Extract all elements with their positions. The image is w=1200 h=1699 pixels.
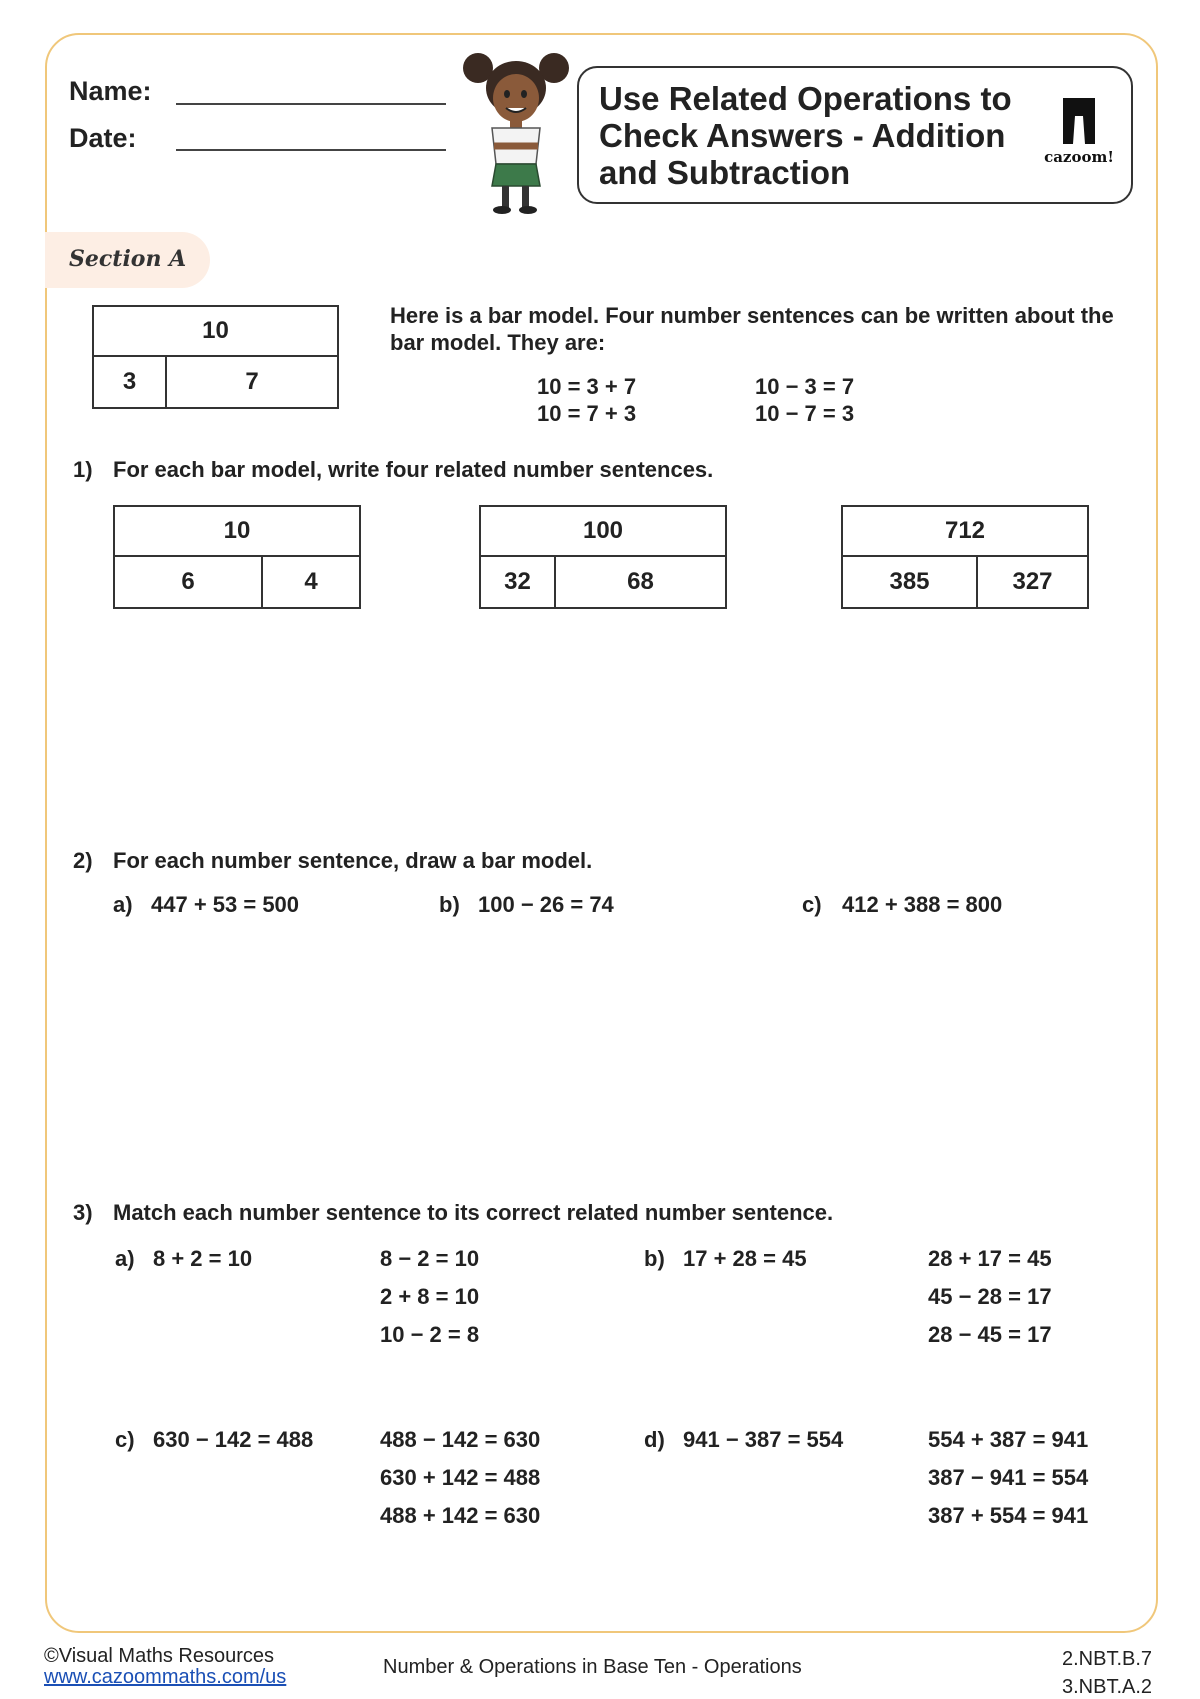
bar-part: 68	[627, 568, 654, 595]
match-option[interactable]: 488 + 142 = 630	[380, 1503, 541, 1528]
number-sentence: 17 + 28 = 45	[683, 1246, 807, 1271]
question-number: 2)	[73, 848, 93, 873]
name-label: Name:	[69, 76, 152, 106]
item-label: a)	[115, 1246, 135, 1271]
bar-total: 10	[115, 507, 359, 557]
bar-part: 7	[245, 368, 259, 395]
example-bar-model	[92, 305, 339, 409]
bar-part: 3	[94, 357, 167, 407]
item-label: b)	[644, 1246, 665, 1271]
question-text: For each number sentence, draw a bar model.	[113, 848, 593, 873]
bar-part: 4	[304, 568, 318, 595]
match-option[interactable]: 28 + 17 = 45	[928, 1246, 1052, 1271]
bar-total: 10	[94, 307, 337, 357]
number-sentence: 412 + 388 = 800	[842, 892, 1003, 917]
match-option[interactable]: 387 − 941 = 554	[928, 1465, 1089, 1490]
item-label: c)	[802, 892, 822, 917]
name-field[interactable]	[176, 103, 446, 105]
question-number: 1)	[73, 457, 93, 482]
bar-total: 712	[843, 507, 1087, 557]
number-sentence: 941 − 387 = 554	[683, 1427, 844, 1452]
match-option[interactable]: 45 − 28 = 17	[928, 1284, 1052, 1309]
number-sentence: 8 + 2 = 10	[153, 1246, 253, 1271]
match-option[interactable]: 2 + 8 = 10	[380, 1284, 480, 1309]
section-label: Section A	[69, 246, 187, 272]
example-intro: Here is a bar model. Four number sentences can be written about the bar model. They are:	[390, 303, 1114, 355]
footer-standard: 3.NBT.A.2	[1062, 1676, 1153, 1698]
number-sentence: 447 + 53 = 500	[151, 892, 300, 917]
match-option[interactable]: 488 − 142 = 630	[380, 1427, 541, 1452]
q1-bar-model-3	[841, 505, 1089, 609]
question-number: 3)	[73, 1200, 93, 1225]
match-option[interactable]: 387 + 554 = 941	[928, 1503, 1089, 1528]
footer-topic: Number & Operations in Base Ten - Operations	[383, 1656, 802, 1678]
page-border	[45, 33, 1158, 1633]
number-sentence: 100 − 26 = 74	[478, 892, 614, 917]
match-option[interactable]: 554 + 387 = 941	[928, 1427, 1089, 1452]
item-label: b)	[439, 892, 460, 917]
q1-bar-model-1	[113, 505, 361, 609]
date-field[interactable]	[176, 149, 446, 151]
number-sentence: 630 − 142 = 488	[153, 1427, 314, 1452]
bar-part: 327	[1012, 568, 1053, 595]
example-sentence: 10 = 3 + 7	[537, 374, 637, 399]
item-label: d)	[644, 1427, 665, 1452]
item-label: c)	[115, 1427, 135, 1452]
match-option[interactable]: 28 − 45 = 17	[928, 1322, 1052, 1347]
item-label: a)	[113, 892, 133, 917]
logo-text: cazoom!	[1044, 148, 1114, 166]
bar-part: 32	[481, 557, 556, 607]
question-text: Match each number sentence to its correct related number sentence.	[113, 1200, 834, 1225]
example-sentence: 10 − 7 = 3	[755, 401, 855, 426]
footer-standard: 2.NBT.B.7	[1062, 1648, 1153, 1670]
bar-part: 385	[843, 557, 978, 607]
footer-link[interactable]: www.cazoommaths.com/us	[44, 1666, 287, 1688]
bar-total: 100	[481, 507, 725, 557]
bar-part: 6	[115, 557, 263, 607]
match-option[interactable]: 630 + 142 = 488	[380, 1465, 541, 1490]
footer-copyright: ©Visual Maths Resources	[44, 1645, 275, 1667]
match-option[interactable]: 10 − 2 = 8	[380, 1322, 480, 1347]
question-text: For each bar model, write four related number sentences.	[113, 457, 714, 482]
match-option[interactable]: 8 − 2 = 10	[380, 1246, 480, 1271]
title-box	[577, 66, 1133, 204]
worksheet-title: Use Related Operations to Check Answers - Addition and Subtraction	[599, 80, 1012, 191]
example-sentence: 10 − 3 = 7	[755, 374, 855, 399]
example-sentence: 10 = 7 + 3	[537, 401, 637, 426]
date-label: Date:	[69, 123, 137, 153]
q1-bar-model-2	[479, 505, 727, 609]
mascot-illustration	[462, 46, 572, 216]
cazoom-logo-icon	[1039, 94, 1119, 174]
section-tab	[45, 232, 210, 288]
